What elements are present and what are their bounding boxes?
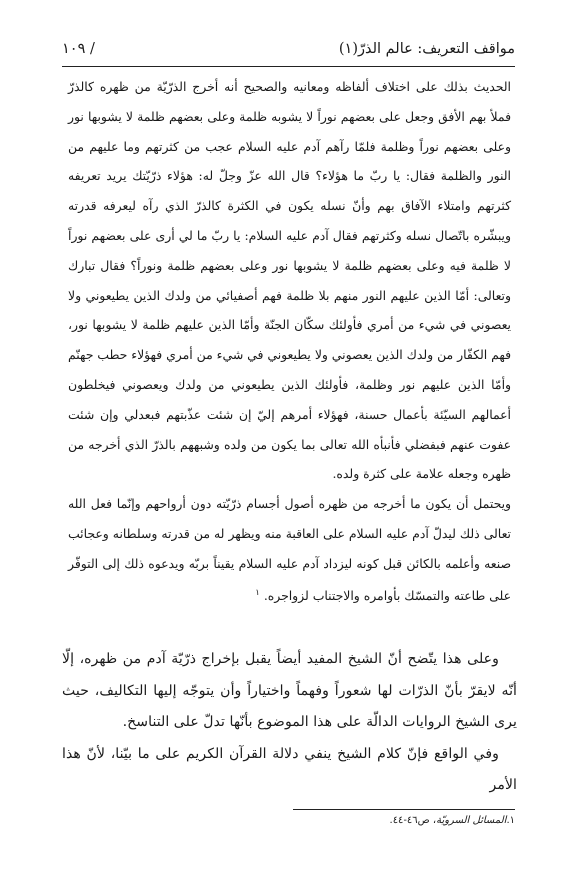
header-rule: [62, 66, 515, 67]
footnote-number: ١.: [506, 815, 515, 826]
footnote-rest: ، ص٤٦-٤٤.: [389, 815, 437, 826]
footnote-title: المسائل السرويّة: [436, 815, 507, 826]
running-header: [62, 36, 515, 62]
header-separator: /: [89, 41, 95, 57]
quoted-passage: [68, 72, 511, 610]
quote-paragraph-2: [68, 489, 511, 610]
body-paragraph-2: وفي الواقع فإنّ كلام الشيخ ينفي دلالة القرآن الكريم على ما بيّنا، لأنّ هذا الأمر: [62, 745, 517, 793]
header-page-number: [62, 41, 95, 57]
quote-paragraph-2-text: ويحتمل أن يكون ما أخرجه من ظهره أصول أجسام ذرّيّته دون أرواحهم وإنّما فعل الله تعالى ذلك ليدلّ آدم عليه السلام على العاقبة منه ويظهر له من قدرته وسلطانه وعجائب صنعه وأعلمه بالكائن قبل كونه ليزداد آدم عليه السلام يقيناً بربّه ويدعوه ذلك إلى التوفّر على طاعته والتمسّك بأوامره والاجتناب لزواجره.: [68, 496, 511, 603]
quote-paragraph-1: الحديث بذلك على اختلاف ألفاظه ومعانيه والصحيح أنه أخرج الذرّيّة من ظهره كالذرّ فملأ بهم الأفق وجعل على بعضهم نوراً لا يشوبه ظلمة وعلى بعضهم ظلمة لا يشوبها نور وعلى بعضهم نوراً وظلمة فلمّا رآهم آدم عليه السلام عجب من كثرتهم وما عليهم من النور والظلمة فقال: يا ربّ ما هؤلاء؟ قال الله عزّ وجلّ له: هؤلاء ذرّيّتك يريد تعريفه كثرتهم وامتلاء الآفاق بهم وأنّ نسله يكون في الكثرة كالذرّ الذي رآه ليعرفه قدرته ويبشّره باتّصال نسله وكثرتهم فقال آدم عليه السلام: يا ربّ ما لي أرى على بعضهم نوراً لا ظلمة فيه وعلى بعضهم ظلمة لا يشوبها نور وعلى بعضهم ظلمة ونوراً؟ فقال تبارك وتعالى: أمّا الذين عليهم النور منهم بلا ظلمة فهم أصفيائي من ولدك الذين يطيعوني ولا يعصوني في شيء من أمري فأولئك سكّان الجنّة وأمّا الذين عليهم ظلمة لا يشوبها نور، فهم الكفّار من ولدك الذين يعصوني ولا يطيعوني في شيء من أمري فهؤلاء حطب جهنّم وأمّا الذين عليهم نور وظلمة، فأولئك الذين يطيعوني من ولدك ويعصوني فيخلطون أعمالهم السيّئة بأعمال حسنة، فهؤلاء أمرهم إليّ إن شئت عذّبتهم فبعدلي وإن شئت عفوت عنهم فبفضلي فأنبأه الله تعالى بما يكون من ولده وشبههم بالذرّ الذي أخرجه من ظهره وجعله علامة على كثرة ولده.: [68, 79, 511, 482]
footnote-ref[interactable]: ١: [255, 587, 260, 598]
page-number: ١٠٩: [62, 41, 86, 57]
footnote: [390, 813, 516, 829]
main-text: [62, 644, 517, 802]
body-paragraph-1: وعلى هذا يتّضح أنّ الشيخ المفيد أيضاً يقبل بإخراج ذرّيّة آدم من ظهره، إلّا أنّه لايقرّ بأنّ الذرّات لها شعوراً وفهماً واختياراً وأن يتوجّه إليها التكاليف، حيث يرى الشيخ الروايات الدالّة على هذا الموضوع بأنّها تدلّ على التناسخ.: [62, 651, 517, 730]
header-title: مواقف التعريف: عالم الذرّ(١): [338, 41, 515, 57]
footnote-rule: [293, 809, 515, 810]
